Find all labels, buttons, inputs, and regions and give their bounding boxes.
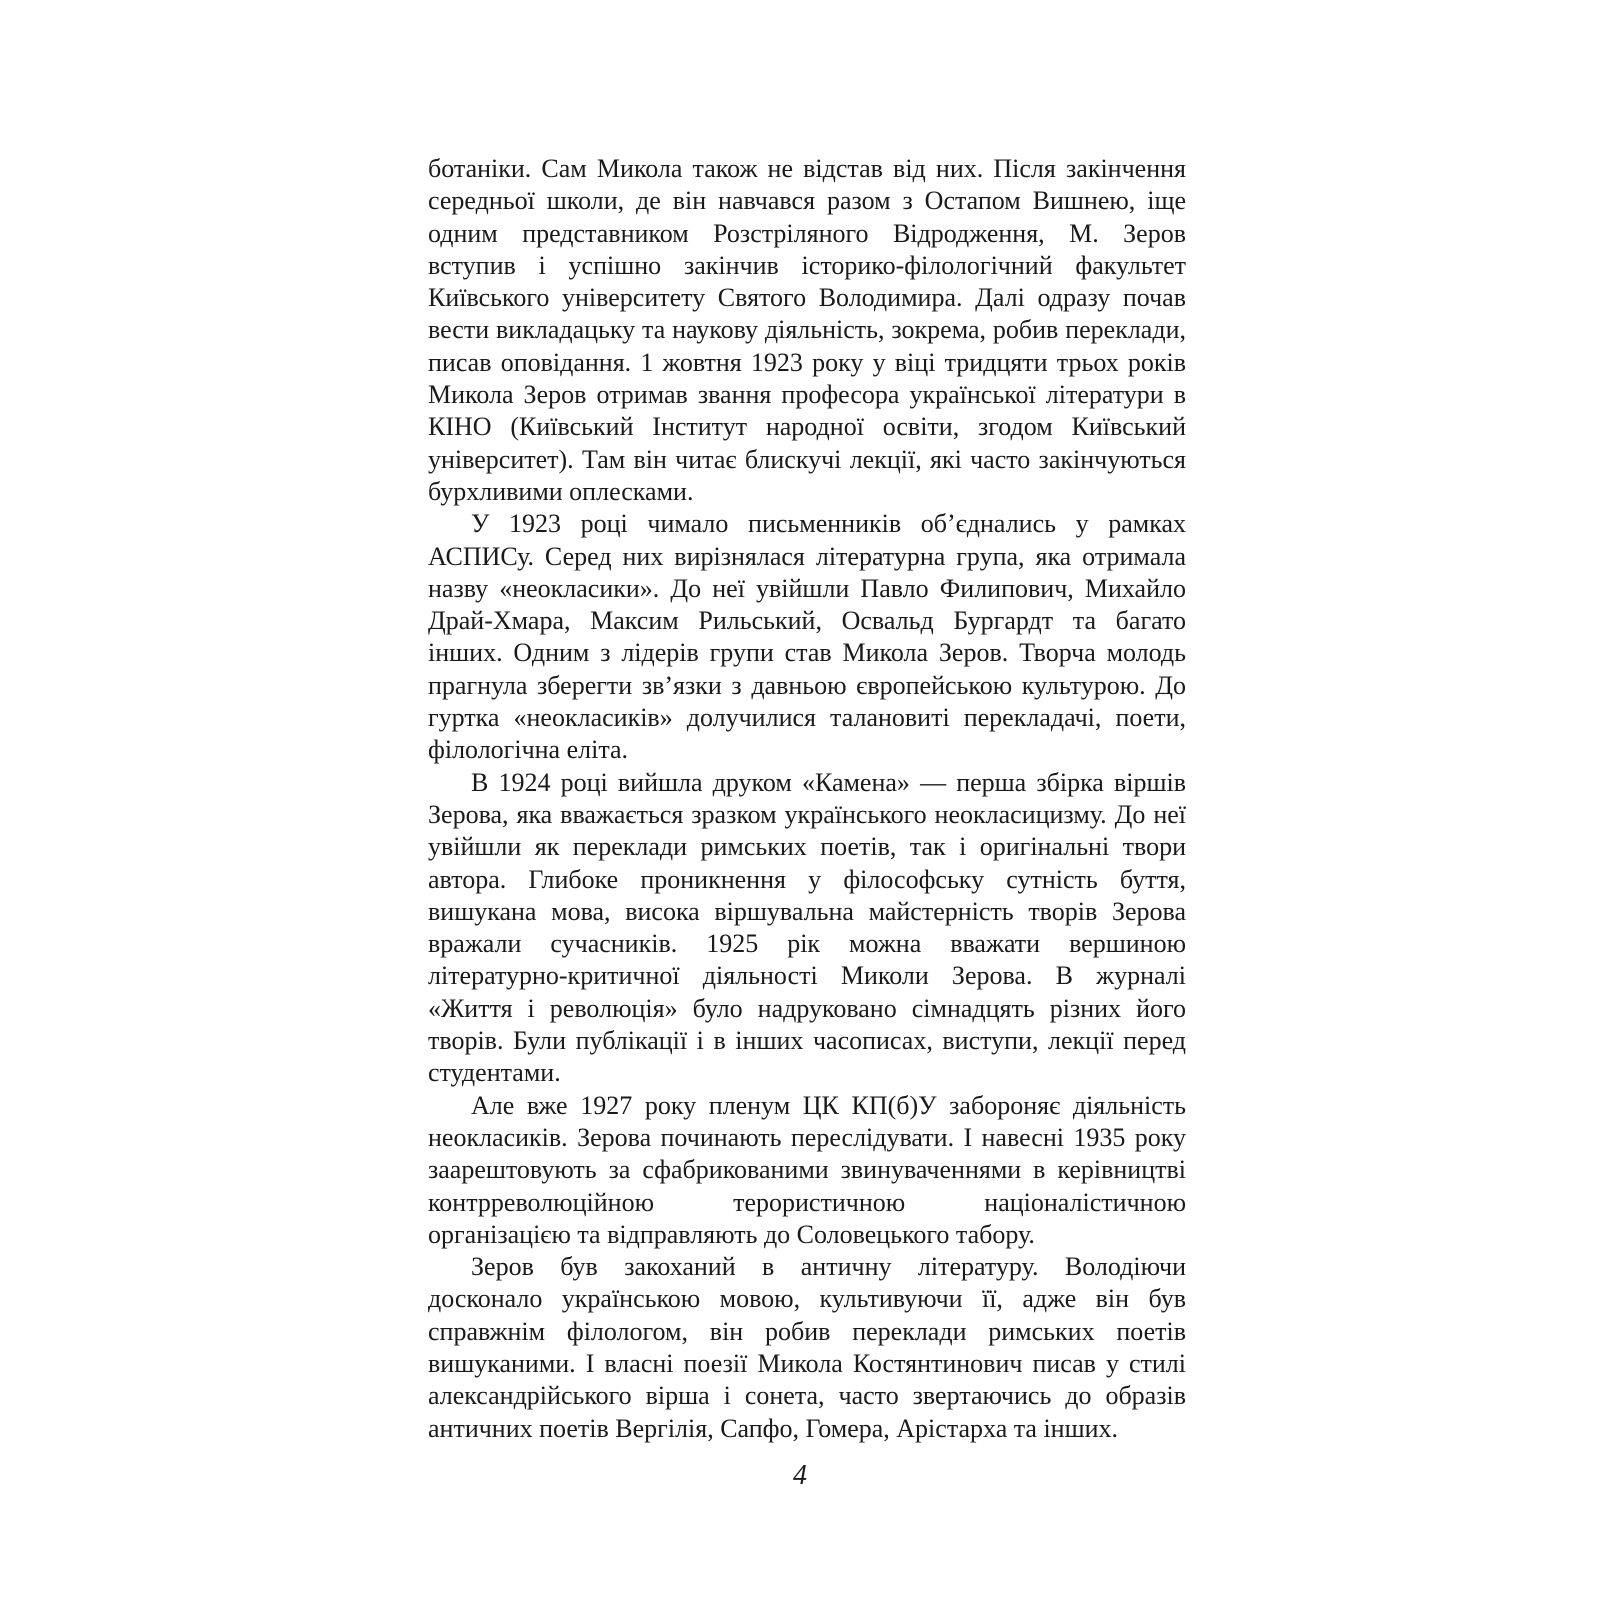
page-number: 4 [793, 1460, 807, 1491]
paragraph-continuation: ботаніки. Сам Микола також не відстав від них. Після закінчення середньої школи, де він навчався разом з Остапом Вишнею, іще одним представником Розстріляного Відродження, М. Зеров вступив і успішно закінчив історико-філологічний факультет Київського університету Святого Володимира. Далі одразу почав вести викладацьку та наукову діяльність, зокрема, робив переклади, писав оповідання. 1 жовтня 1923 року у віці тридцяти трьох років Микола Зеров отримав звання професора української літератури в КІНО (Київський Інститут народної освіти, згодом Київський університет). Там він читає блискучі лекції, які часто закінчуються бурхливими оплесками. [428, 154, 1186, 506]
body-text [428, 153, 1186, 1445]
paragraph-kamena: В 1924 році вийшла друком «Камена» — перша збірка віршів Зерова, яка вважається зразком українського неокласицизму. До неї увійшли як переклади римських поетів, так і оригінальні твори автора. Глибоке проникнення у філософську сутність буття, вишукана мова, висока віршувальна майстерність творів Зерова вражали сучасників. 1925 рік можна вважати вершиною літературно-критичної діяльності Миколи Зерова. В журналі «Життя і революція» було надруковано сімнадцять різних його творів. Були публікації і в інших часописах, виступи, лекції перед студентами. [428, 767, 1186, 1088]
paragraph-aspys: У 1923 році чимало письменників об’єднались у рамках АСПИСу. Серед них вирізнялася літературна група, яка отримала назву «неокласики». До неї увійшли Павло Филипович, Михайло Драй-Хмара, Максим Рильський, Освальд Бургардт та багато інших. Одним з лідерів групи став Микола Зеров. Творча молодь прагнула зберегти зв’язки з давньою європейською культурою. До гуртка «неокласиків» долучилися талановиті перекладачі, поети, філологічна еліта. [428, 509, 1186, 765]
paragraph-ban: Але вже 1927 року пленум ЦК КП(б)У забороняє діяльність неокласиків. Зерова починають переслідувати. І навесні 1935 року заарештовують за сфабрикованими звинуваченнями в керівництві контрреволюційною терористичною націоналістичною організацією та відправляють до Соловецького табору. [428, 1090, 1186, 1249]
paragraph-antiquity: Зеров був закоханий в античну літературу. Володіючи досконало українською мовою, культивуючи її, адже він був справжнім філологом, він робив переклади римських поетів вишуканими. І власні поезії Микола Костянтинович писав у стилі александрійського вірша і сонета, часто звертаючись до образів античних поетів Вергілія, Сапфо, Гомера, Арістарха та інших. [428, 1252, 1186, 1443]
